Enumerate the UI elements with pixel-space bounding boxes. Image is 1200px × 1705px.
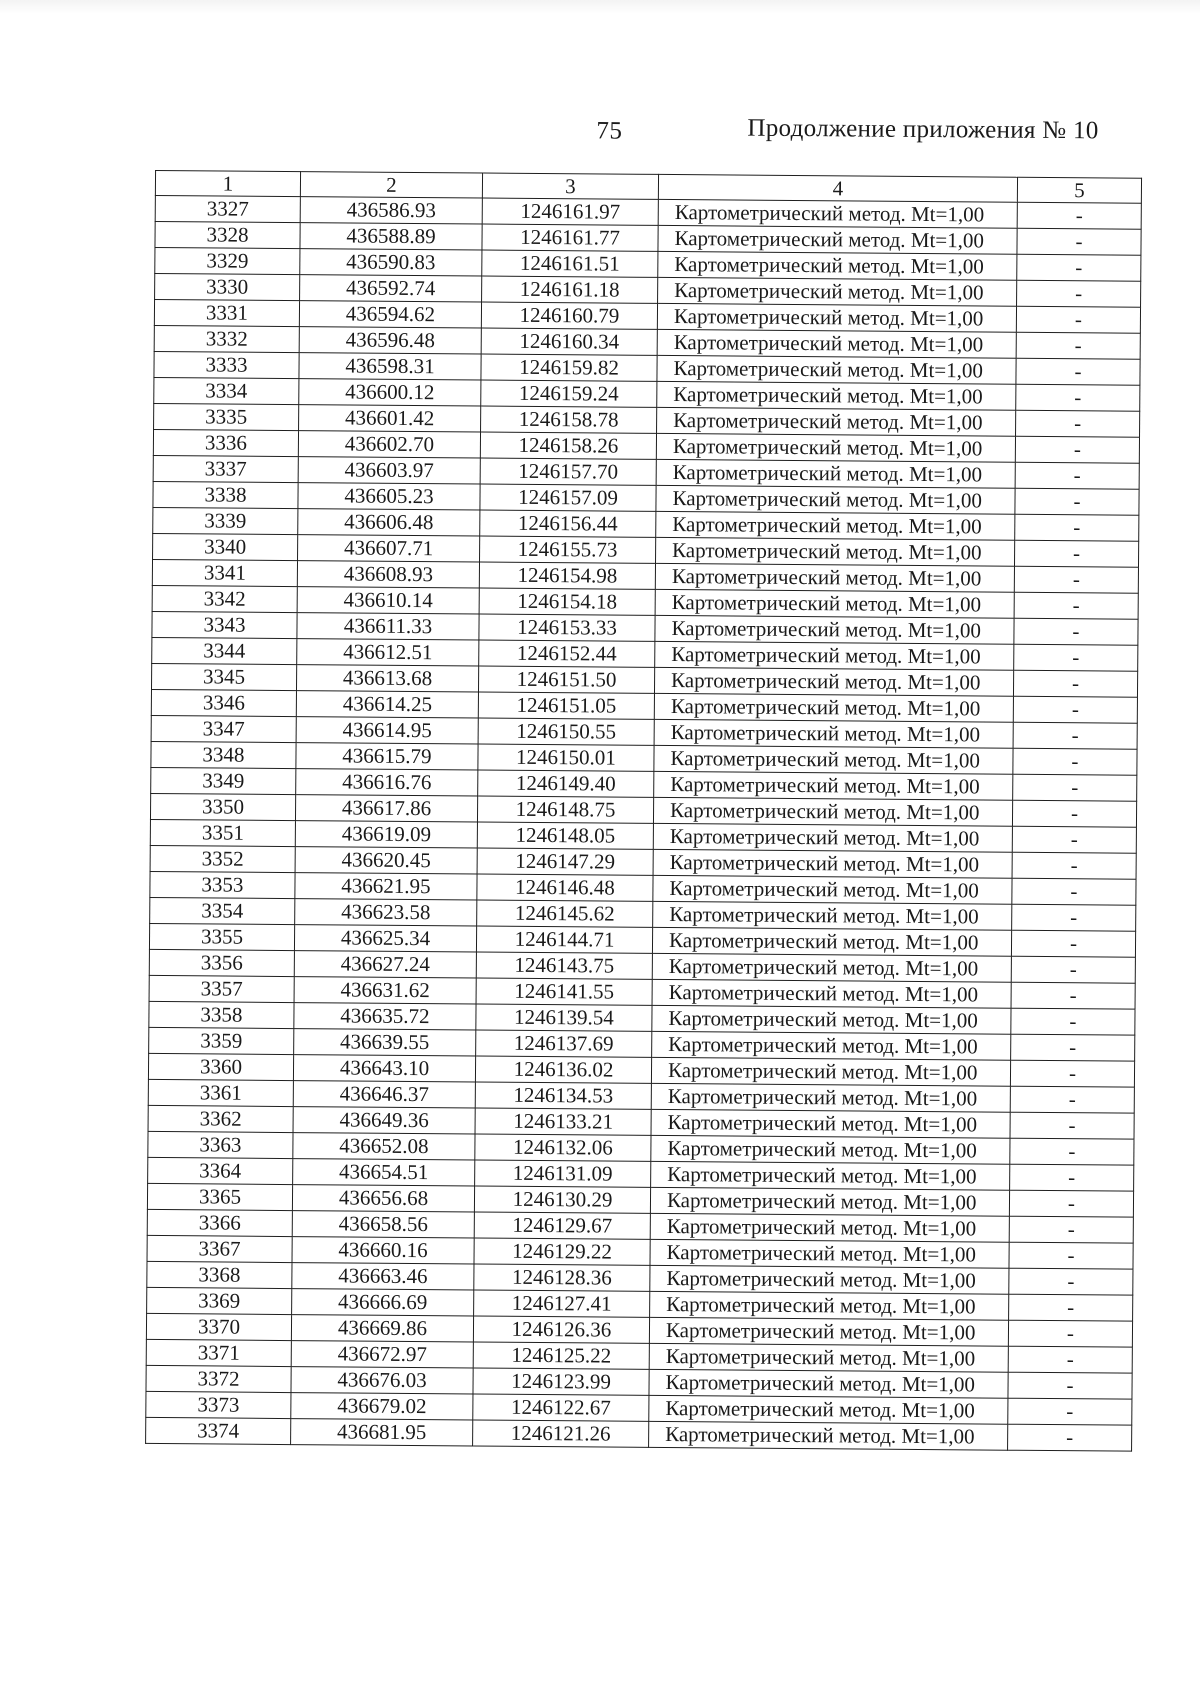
x-coordinate-cell: 436656.68 xyxy=(292,1185,474,1212)
method-cell: Картометрический метод. Mt=1,00 xyxy=(654,745,1013,774)
method-cell: Картометрический метод. Mt=1,00 xyxy=(654,719,1013,748)
note-cell: - xyxy=(1008,1398,1132,1425)
header-col-4: 4 xyxy=(658,174,1017,202)
point-number-cell: 3343 xyxy=(152,611,297,638)
y-coordinate-cell: 1246144.71 xyxy=(476,926,652,953)
point-number-cell: 3353 xyxy=(150,871,295,898)
point-number-cell: 3329 xyxy=(155,247,300,274)
point-number-cell: 3335 xyxy=(154,403,299,430)
x-coordinate-cell: 436631.62 xyxy=(294,977,476,1004)
method-cell: Картометрический метод. Mt=1,00 xyxy=(657,407,1016,436)
y-coordinate-cell: 1246137.69 xyxy=(476,1030,652,1057)
x-coordinate-cell: 436606.48 xyxy=(298,509,480,536)
y-coordinate-cell: 1246152.44 xyxy=(479,640,655,667)
y-coordinate-cell: 1246125.22 xyxy=(473,1342,649,1369)
method-cell: Картометрический метод. Mt=1,00 xyxy=(652,927,1011,956)
method-cell: Картометрический метод. Mt=1,00 xyxy=(650,1187,1009,1216)
method-cell: Картометрический метод. Mt=1,00 xyxy=(650,1291,1009,1320)
note-cell: - xyxy=(1016,306,1140,333)
note-cell: - xyxy=(1015,436,1139,463)
method-cell: Картометрический метод. Mt=1,00 xyxy=(650,1265,1009,1294)
point-number-cell: 3358 xyxy=(149,1001,294,1028)
x-coordinate-cell: 436596.48 xyxy=(299,327,481,354)
point-number-cell: 3328 xyxy=(155,221,300,248)
x-coordinate-cell: 436588.89 xyxy=(300,223,482,250)
x-coordinate-cell: 436639.55 xyxy=(294,1029,476,1056)
point-number-cell: 3344 xyxy=(152,637,297,664)
x-coordinate-cell: 436621.95 xyxy=(295,873,477,900)
method-cell: Картометрический метод. Mt=1,00 xyxy=(653,901,1012,930)
point-number-cell: 3339 xyxy=(153,507,298,534)
point-number-cell: 3357 xyxy=(149,975,294,1002)
note-cell: - xyxy=(1010,1060,1134,1087)
note-cell: - xyxy=(1009,1216,1133,1243)
note-cell: - xyxy=(1017,280,1141,307)
method-cell: Картометрический метод. Mt=1,00 xyxy=(655,641,1014,670)
method-cell: Картометрический метод. Mt=1,00 xyxy=(652,1031,1011,1060)
x-coordinate-cell: 436652.08 xyxy=(293,1133,475,1160)
x-coordinate-cell: 436617.86 xyxy=(295,795,477,822)
method-cell: Картометрический метод. Mt=1,00 xyxy=(649,1421,1008,1450)
note-cell: - xyxy=(1011,1008,1135,1035)
point-number-cell: 3332 xyxy=(154,325,299,352)
method-cell: Картометрический метод. Mt=1,00 xyxy=(649,1395,1008,1424)
x-coordinate-cell: 436616.76 xyxy=(296,769,478,796)
x-coordinate-cell: 436672.97 xyxy=(291,1341,473,1368)
point-number-cell: 3341 xyxy=(152,559,297,586)
y-coordinate-cell: 1246156.44 xyxy=(480,510,656,537)
x-coordinate-cell: 436658.56 xyxy=(292,1211,474,1238)
y-coordinate-cell: 1246134.53 xyxy=(475,1082,651,1109)
method-cell: Картометрический метод. Mt=1,00 xyxy=(653,849,1012,878)
note-cell: - xyxy=(1010,1086,1134,1113)
point-number-cell: 3327 xyxy=(155,195,300,222)
x-coordinate-cell: 436608.93 xyxy=(297,561,479,588)
method-cell: Картометрический метод. Mt=1,00 xyxy=(650,1213,1009,1242)
point-number-cell: 3362 xyxy=(148,1105,293,1132)
point-number-cell: 3367 xyxy=(147,1235,292,1262)
method-cell: Картометрический метод. Mt=1,00 xyxy=(656,485,1015,514)
note-cell: - xyxy=(1012,878,1136,905)
x-coordinate-cell: 436610.14 xyxy=(297,587,479,614)
note-cell: - xyxy=(1012,852,1136,879)
y-coordinate-cell: 1246161.51 xyxy=(482,250,658,277)
y-coordinate-cell: 1246151.50 xyxy=(478,666,654,693)
point-number-cell: 3351 xyxy=(150,819,295,846)
x-coordinate-cell: 436594.62 xyxy=(299,301,481,328)
y-coordinate-cell: 1246150.55 xyxy=(478,718,654,745)
method-cell: Картометрический метод. Mt=1,00 xyxy=(655,563,1014,592)
y-coordinate-cell: 1246153.33 xyxy=(479,614,655,641)
point-number-cell: 3360 xyxy=(148,1053,293,1080)
method-cell: Картометрический метод. Mt=1,00 xyxy=(650,1239,1009,1268)
note-cell: - xyxy=(1008,1346,1132,1373)
y-coordinate-cell: 1246128.36 xyxy=(474,1264,650,1291)
y-coordinate-cell: 1246157.09 xyxy=(480,484,656,511)
point-number-cell: 3330 xyxy=(155,273,300,300)
x-coordinate-cell: 436612.51 xyxy=(297,639,479,666)
point-number-cell: 3364 xyxy=(148,1157,293,1184)
x-coordinate-cell: 436676.03 xyxy=(291,1367,473,1394)
x-coordinate-cell: 436614.95 xyxy=(296,717,478,744)
x-coordinate-cell: 436619.09 xyxy=(295,821,477,848)
y-coordinate-cell: 1246148.75 xyxy=(477,796,653,823)
y-coordinate-cell: 1246139.54 xyxy=(476,1004,652,1031)
method-cell: Картометрический метод. Mt=1,00 xyxy=(651,1135,1010,1164)
method-cell: Картометрический метод. Mt=1,00 xyxy=(656,537,1015,566)
method-cell: Картометрический метод. Mt=1,00 xyxy=(651,1161,1010,1190)
note-cell: - xyxy=(1013,748,1137,775)
method-cell: Картометрический метод. Mt=1,00 xyxy=(656,459,1015,488)
note-cell: - xyxy=(1014,566,1138,593)
coordinates-table xyxy=(145,170,1142,1452)
y-coordinate-cell: 1246161.18 xyxy=(482,276,658,303)
y-coordinate-cell: 1246130.29 xyxy=(474,1186,650,1213)
y-coordinate-cell: 1246127.41 xyxy=(474,1290,650,1317)
point-number-cell: 3374 xyxy=(146,1417,291,1444)
method-cell: Картометрический метод. Mt=1,00 xyxy=(649,1343,1008,1372)
note-cell: - xyxy=(1010,1164,1134,1191)
note-cell: - xyxy=(1016,384,1140,411)
header-col-3: 3 xyxy=(482,173,658,199)
x-coordinate-cell: 436646.37 xyxy=(293,1081,475,1108)
method-cell: Картометрический метод. Mt=1,00 xyxy=(655,589,1014,618)
page-heading: Продолжение приложения № 10 xyxy=(747,114,1099,145)
x-coordinate-cell: 436601.42 xyxy=(299,405,481,432)
method-cell: Картометрический метод. Mt=1,00 xyxy=(654,693,1013,722)
y-coordinate-cell: 1246150.01 xyxy=(478,744,654,771)
note-cell: - xyxy=(1013,774,1137,801)
point-number-cell: 3363 xyxy=(148,1131,293,1158)
x-coordinate-cell: 436605.23 xyxy=(298,483,480,510)
point-number-cell: 3370 xyxy=(146,1313,291,1340)
note-cell: - xyxy=(1011,982,1135,1009)
x-coordinate-cell: 436679.02 xyxy=(291,1393,473,1420)
x-coordinate-cell: 436590.83 xyxy=(300,249,482,276)
method-cell: Картометрический метод. Mt=1,00 xyxy=(658,225,1017,254)
y-coordinate-cell: 1246141.55 xyxy=(476,978,652,1005)
y-coordinate-cell: 1246149.40 xyxy=(478,770,654,797)
note-cell: - xyxy=(1016,358,1140,385)
method-cell: Картометрический метод. Mt=1,00 xyxy=(652,1005,1011,1034)
x-coordinate-cell: 436635.72 xyxy=(294,1003,476,1030)
point-number-cell: 3365 xyxy=(147,1183,292,1210)
method-cell: Картометрический метод. Mt=1,00 xyxy=(657,329,1016,358)
note-cell: - xyxy=(1017,254,1141,281)
method-cell: Картометрический метод. Mt=1,00 xyxy=(649,1369,1008,1398)
header-col-1: 1 xyxy=(155,170,300,196)
y-coordinate-cell: 1246122.67 xyxy=(473,1394,649,1421)
y-coordinate-cell: 1246161.97 xyxy=(482,198,658,225)
table-body xyxy=(146,195,1142,1451)
x-coordinate-cell: 436654.51 xyxy=(293,1159,475,1186)
method-cell: Картометрический метод. Mt=1,00 xyxy=(654,667,1013,696)
y-coordinate-cell: 1246160.34 xyxy=(481,328,657,355)
note-cell: - xyxy=(1010,1112,1134,1139)
method-cell: Картометрический метод. Mt=1,00 xyxy=(649,1317,1008,1346)
y-coordinate-cell: 1246159.82 xyxy=(481,354,657,381)
point-number-cell: 3372 xyxy=(146,1365,291,1392)
note-cell: - xyxy=(1014,540,1138,567)
note-cell: - xyxy=(1012,904,1136,931)
point-number-cell: 3356 xyxy=(149,949,294,976)
method-cell: Картометрический метод. Mt=1,00 xyxy=(657,381,1016,410)
y-coordinate-cell: 1246147.29 xyxy=(477,848,653,875)
y-coordinate-cell: 1246145.62 xyxy=(477,900,653,927)
point-number-cell: 3342 xyxy=(152,585,297,612)
y-coordinate-cell: 1246123.99 xyxy=(473,1368,649,1395)
note-cell: - xyxy=(1017,228,1141,255)
method-cell: Картометрический метод. Mt=1,00 xyxy=(657,303,1016,332)
x-coordinate-cell: 436627.24 xyxy=(294,951,476,978)
y-coordinate-cell: 1246154.98 xyxy=(479,562,655,589)
note-cell: - xyxy=(1008,1320,1132,1347)
x-coordinate-cell: 436611.33 xyxy=(297,613,479,640)
method-cell: Картометрический метод. Mt=1,00 xyxy=(653,797,1012,826)
method-cell: Картометрический метод. Mt=1,00 xyxy=(658,251,1017,280)
x-coordinate-cell: 436592.74 xyxy=(300,275,482,302)
point-number-cell: 3333 xyxy=(154,351,299,378)
x-coordinate-cell: 436602.70 xyxy=(298,431,480,458)
note-cell: - xyxy=(1011,1034,1135,1061)
note-cell: - xyxy=(1014,644,1138,671)
y-coordinate-cell: 1246155.73 xyxy=(480,536,656,563)
y-coordinate-cell: 1246148.05 xyxy=(477,822,653,849)
method-cell: Картометрический метод. Mt=1,00 xyxy=(651,1109,1010,1138)
method-cell: Картометрический метод. Mt=1,00 xyxy=(651,1083,1010,1112)
y-coordinate-cell: 1246136.02 xyxy=(475,1056,651,1083)
method-cell: Картометрический метод. Mt=1,00 xyxy=(653,875,1012,904)
note-cell: - xyxy=(1014,618,1138,645)
method-cell: Картометрический метод. Mt=1,00 xyxy=(658,277,1017,306)
note-cell: - xyxy=(1012,800,1136,827)
y-coordinate-cell: 1246151.05 xyxy=(478,692,654,719)
x-coordinate-cell: 436586.93 xyxy=(300,197,482,224)
x-coordinate-cell: 436615.79 xyxy=(296,743,478,770)
method-cell: Картометрический метод. Mt=1,00 xyxy=(653,823,1012,852)
point-number-cell: 3366 xyxy=(147,1209,292,1236)
y-coordinate-cell: 1246131.09 xyxy=(475,1160,651,1187)
method-cell: Картометрический метод. Mt=1,00 xyxy=(656,511,1015,540)
note-cell: - xyxy=(1009,1294,1133,1321)
method-cell: Картометрический метод. Mt=1,00 xyxy=(652,953,1011,982)
note-cell: - xyxy=(1012,826,1136,853)
note-cell: - xyxy=(1013,670,1137,697)
method-cell: Картометрический метод. Mt=1,00 xyxy=(656,433,1015,462)
y-coordinate-cell: 1246161.77 xyxy=(482,224,658,251)
x-coordinate-cell: 436625.34 xyxy=(294,925,476,952)
method-cell: Картометрический метод. Mt=1,00 xyxy=(657,355,1016,384)
y-coordinate-cell: 1246154.18 xyxy=(479,588,655,615)
point-number-cell: 3354 xyxy=(150,897,295,924)
point-number-cell: 3336 xyxy=(153,429,298,456)
note-cell: - xyxy=(1013,722,1137,749)
note-cell: - xyxy=(1009,1190,1133,1217)
y-coordinate-cell: 1246129.67 xyxy=(474,1212,650,1239)
note-cell: - xyxy=(1008,1424,1132,1451)
x-coordinate-cell: 436620.45 xyxy=(295,847,477,874)
x-coordinate-cell: 436600.12 xyxy=(299,379,481,406)
x-coordinate-cell: 436603.97 xyxy=(298,457,480,484)
x-coordinate-cell: 436613.68 xyxy=(296,665,478,692)
point-number-cell: 3373 xyxy=(146,1391,291,1418)
y-coordinate-cell: 1246133.21 xyxy=(475,1108,651,1135)
x-coordinate-cell: 436643.10 xyxy=(293,1055,475,1082)
y-coordinate-cell: 1246121.26 xyxy=(473,1420,649,1447)
y-coordinate-cell: 1246158.78 xyxy=(481,406,657,433)
x-coordinate-cell: 436666.69 xyxy=(292,1289,474,1316)
x-coordinate-cell: 436663.46 xyxy=(292,1263,474,1290)
note-cell: - xyxy=(1010,1138,1134,1165)
note-cell: - xyxy=(1017,202,1141,229)
x-coordinate-cell: 436623.58 xyxy=(295,899,477,926)
method-cell: Картометрический метод. Mt=1,00 xyxy=(654,771,1013,800)
point-number-cell: 3338 xyxy=(153,481,298,508)
x-coordinate-cell: 436614.25 xyxy=(296,691,478,718)
point-number-cell: 3350 xyxy=(150,793,295,820)
point-number-cell: 3361 xyxy=(148,1079,293,1106)
x-coordinate-cell: 436681.95 xyxy=(291,1419,473,1446)
y-coordinate-cell: 1246129.22 xyxy=(474,1238,650,1265)
note-cell: - xyxy=(1015,462,1139,489)
method-cell: Картометрический метод. Mt=1,00 xyxy=(655,615,1014,644)
note-cell: - xyxy=(1015,488,1139,515)
x-coordinate-cell: 436598.31 xyxy=(299,353,481,380)
x-coordinate-cell: 436660.16 xyxy=(292,1237,474,1264)
x-coordinate-cell: 436649.36 xyxy=(293,1107,475,1134)
point-number-cell: 3337 xyxy=(153,455,298,482)
note-cell: - xyxy=(1008,1372,1132,1399)
method-cell: Картометрический метод. Mt=1,00 xyxy=(651,1057,1010,1086)
point-number-cell: 3345 xyxy=(151,663,296,690)
x-coordinate-cell: 436669.86 xyxy=(291,1315,473,1342)
point-number-cell: 3346 xyxy=(151,689,296,716)
note-cell: - xyxy=(1014,592,1138,619)
y-coordinate-cell: 1246158.26 xyxy=(480,432,656,459)
header-col-5: 5 xyxy=(1017,177,1141,203)
note-cell: - xyxy=(1015,514,1139,541)
note-cell: - xyxy=(1011,930,1135,957)
point-number-cell: 3334 xyxy=(154,377,299,404)
point-number-cell: 3352 xyxy=(150,845,295,872)
note-cell: - xyxy=(1011,956,1135,983)
y-coordinate-cell: 1246126.36 xyxy=(473,1316,649,1343)
point-number-cell: 3331 xyxy=(154,299,299,326)
y-coordinate-cell: 1246143.75 xyxy=(476,952,652,979)
point-number-cell: 3348 xyxy=(151,741,296,768)
header-col-2: 2 xyxy=(300,172,482,198)
y-coordinate-cell: 1246132.06 xyxy=(475,1134,651,1161)
point-number-cell: 3355 xyxy=(149,923,294,950)
y-coordinate-cell: 1246146.48 xyxy=(477,874,653,901)
point-number-cell: 3340 xyxy=(153,533,298,560)
method-cell: Картометрический метод. Mt=1,00 xyxy=(658,199,1017,228)
y-coordinate-cell: 1246159.24 xyxy=(481,380,657,407)
point-number-cell: 3347 xyxy=(151,715,296,742)
point-number-cell: 3371 xyxy=(146,1339,291,1366)
note-cell: - xyxy=(1009,1268,1133,1295)
note-cell: - xyxy=(1013,696,1137,723)
note-cell: - xyxy=(1016,410,1140,437)
x-coordinate-cell: 436607.71 xyxy=(298,535,480,562)
note-cell: - xyxy=(1009,1242,1133,1269)
method-cell: Картометрический метод. Mt=1,00 xyxy=(652,979,1011,1008)
note-cell: - xyxy=(1016,332,1140,359)
point-number-cell: 3359 xyxy=(149,1027,294,1054)
page-number: 75 xyxy=(596,117,623,145)
y-coordinate-cell: 1246157.70 xyxy=(480,458,656,485)
point-number-cell: 3369 xyxy=(147,1287,292,1314)
point-number-cell: 3368 xyxy=(147,1261,292,1288)
point-number-cell: 3349 xyxy=(151,767,296,794)
y-coordinate-cell: 1246160.79 xyxy=(481,302,657,329)
